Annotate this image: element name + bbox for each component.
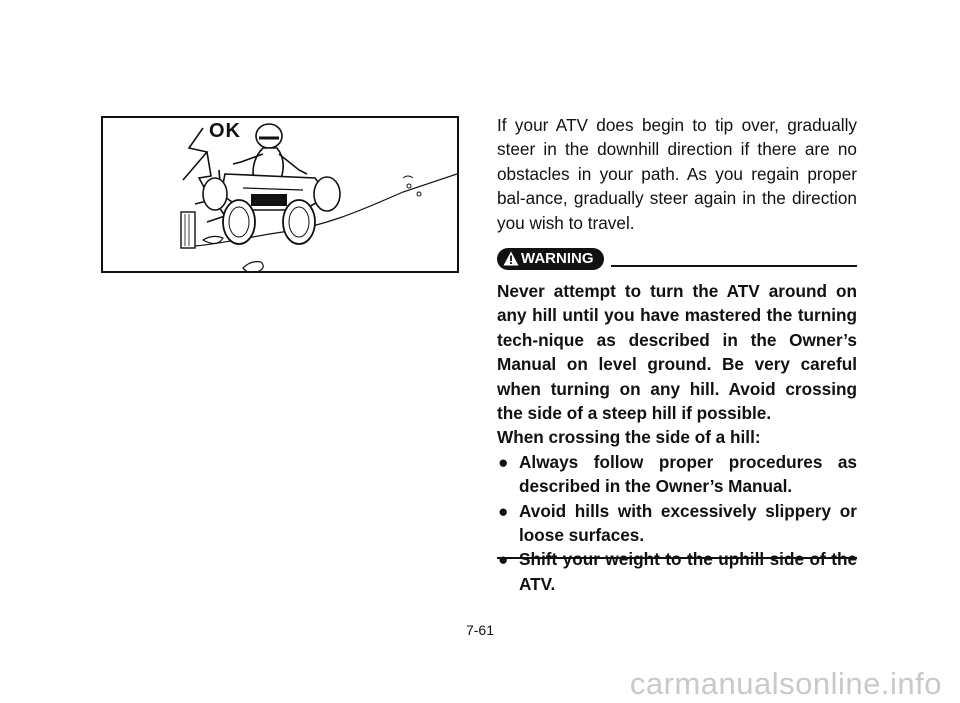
warning-header bbox=[497, 248, 857, 270]
warning-triangle-icon bbox=[503, 251, 519, 266]
warning-divider bbox=[611, 265, 857, 267]
bullet-text: Shift your weight to the uphill side of the ATV. bbox=[519, 549, 857, 594]
bullet-icon: ● bbox=[498, 500, 509, 521]
warning-paragraph: Never attempt to turn the ATV around on any hill until you have mastered the turning tech-nique as described in the Owner’s Manual on level ground. Be very careful when turning on any hill. Avoid crossing the side of a steep hill if possible. bbox=[497, 281, 857, 424]
intro-paragraph: If your ATV does begin to tip over, gradually steer in the downhill direction if there are no obstacles in your path. As you regain proper bal-ance, gradually steer again in the direction you wish to travel. bbox=[497, 115, 857, 233]
warning-lead: When crossing the side of a hill: bbox=[497, 427, 761, 448]
warning-content bbox=[497, 279, 857, 596]
list-item bbox=[497, 499, 857, 548]
watermark: carmanualsonline.info bbox=[629, 666, 942, 701]
bullet-text: Always follow proper procedures as described in the Owner’s Manual. bbox=[519, 451, 857, 497]
atv-rider-icon bbox=[103, 118, 457, 271]
page-number: 7-61 bbox=[465, 622, 495, 638]
ok-label: OK bbox=[209, 120, 241, 142]
warning-bullet-list bbox=[497, 450, 857, 596]
bullet-text: Avoid hills with excessively slippery or loose surfaces. bbox=[519, 500, 857, 546]
warning-badge bbox=[497, 248, 604, 270]
list-item bbox=[497, 547, 857, 596]
bullet-icon: ● bbox=[498, 549, 509, 570]
warning-end-divider bbox=[497, 557, 857, 559]
list-item bbox=[497, 450, 857, 499]
bullet-icon: ● bbox=[498, 451, 509, 472]
warning-badge-label: WARNING bbox=[521, 250, 594, 267]
atv-illustration bbox=[101, 116, 459, 273]
